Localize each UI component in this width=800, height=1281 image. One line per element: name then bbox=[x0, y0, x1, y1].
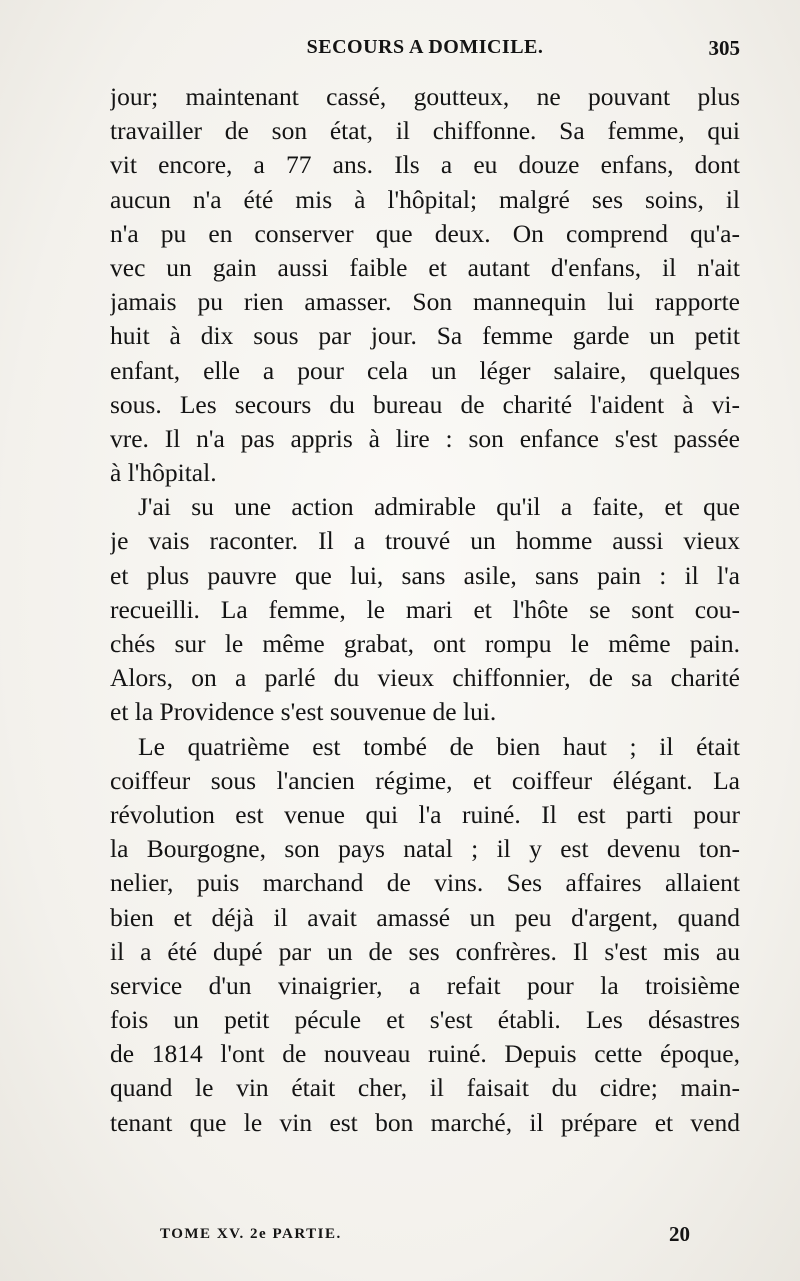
text-line: la Bourgogne, son pays natal ; il y est devenu ton- bbox=[110, 834, 740, 864]
text-line: service d'un vinaigrier, a refait pour la troisième bbox=[110, 970, 740, 1000]
page-number: 305 bbox=[708, 36, 740, 60]
text-line: révolution est venue qui l'a ruiné. Il est parti pour bbox=[110, 799, 740, 829]
text-line: travailler de son état, il chiffonne. Sa femme, qui bbox=[110, 116, 740, 146]
text-line: vit encore, a 77 ans. Ils a eu douze enfans, dont bbox=[110, 150, 740, 180]
text-line: coiffeur sous l'ancien régime, et coiffeur élégant. La bbox=[110, 765, 740, 795]
page-footer bbox=[160, 1222, 690, 1250]
text-line: il a été dupé par un de ses confrères. Il s'est mis au bbox=[110, 936, 740, 966]
text-line: vre. Il n'a pas appris à lire : son enfance s'est passée bbox=[110, 423, 740, 453]
sheet-number: 20 bbox=[669, 1222, 690, 1246]
text-line: jamais pu rien amasser. Son mannequin lui rapporte bbox=[110, 287, 740, 317]
running-head: SECOURS A DOMICILE. bbox=[306, 36, 544, 58]
text-line: n'a pu en conserver que deux. On comprend qu'a- bbox=[110, 218, 740, 248]
text-line: chés sur le même grabat, ont rompu le même pain. bbox=[110, 629, 740, 658]
text-line: sous. Les secours du bureau de charité l'aident à vi- bbox=[110, 389, 740, 419]
text-line: de 1814 l'ont de nouveau ruiné. Depuis cette époque, bbox=[110, 1039, 740, 1069]
page-header bbox=[110, 30, 740, 66]
volume-signature: TOME XV. 2e PARTIE. bbox=[160, 1226, 342, 1242]
text-line: je vais raconter. Il a trouvé un homme aussi vieux bbox=[110, 526, 740, 556]
text-line: nelier, puis marchand de vins. Ses affaires allaient bbox=[110, 868, 740, 898]
text-line: Alors, on a parlé du vieux chiffonnier, de sa charité bbox=[110, 663, 740, 693]
body-text bbox=[110, 80, 740, 1140]
text-line: tenant que le vin est bon marché, il prépare et vend bbox=[110, 1107, 740, 1137]
text-line: fois un petit pécule et s'est établi. Les désastres bbox=[110, 1005, 740, 1035]
paragraph-end-line: à l'hôpital. bbox=[110, 458, 217, 488]
text-line: recueilli. La femme, le mari et l'hôte se sont cou- bbox=[110, 594, 740, 624]
paragraph-start-line: Le quatrième est tombé de bien haut ; il était bbox=[138, 731, 740, 761]
text-line: quand le vin était cher, il faisait du cidre; main- bbox=[110, 1073, 740, 1103]
text-line: vec un gain aussi faible et autant d'enfans, il n'ait bbox=[110, 252, 740, 282]
text-line: et plus pauvre que lui, sans asile, sans pain : il l'a bbox=[110, 560, 740, 590]
text-line: huit à dix sous par jour. Sa femme garde un petit bbox=[110, 321, 740, 351]
text-line: bien et déjà il avait amassé un peu d'argent, quand bbox=[110, 902, 740, 932]
paragraph-start-line: J'ai su une action admirable qu'il a faite, et que bbox=[138, 492, 740, 522]
text-line: aucun n'a été mis à l'hôpital; malgré ses soins, il bbox=[110, 184, 740, 214]
paragraph-end-line: et la Providence s'est souvenue de lui. bbox=[110, 697, 497, 727]
text-line: enfant, elle a pour cela un léger salaire, quelques bbox=[110, 355, 740, 385]
text-line: jour; maintenant cassé, goutteux, ne pouvant plus bbox=[110, 82, 740, 111]
